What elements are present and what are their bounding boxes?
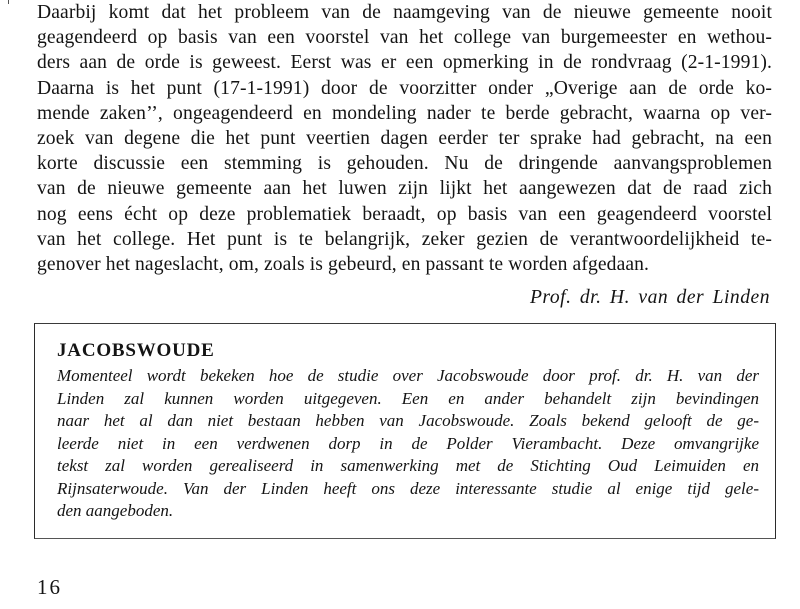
article-line: mende zaken’’, ongeagendeerd en mondeling nader te berde gebracht, waarna op ver-	[37, 102, 772, 124]
notice-line: leerde niet in een verdwenen dorp in de Polder Vierambacht. Deze omvangrijke	[57, 433, 759, 453]
article-line: Daarna is het punt (17-1-1991) door de voorzitter onder „Overige aan de orde ko-	[37, 77, 772, 99]
notice-line: Linden zal kunnen worden uitgegeven. Een en ander behandelt zijn bevindingen	[57, 388, 759, 408]
jacobswoude-notice-box	[34, 323, 776, 539]
page-number: 16	[37, 575, 62, 599]
article-signature: Prof. dr. H. van der Linden	[529, 287, 770, 308]
notice-title: JACOBSWOUDE	[57, 340, 215, 361]
notice-content	[57, 340, 759, 523]
notice-line: Momenteel wordt bekeken hoe de studie over Jacobswoude door prof. dr. H. van der	[57, 366, 759, 385]
article-body	[37, 0, 772, 277]
article-line: zoek van degene die het punt veertien dagen eerder ter sprake had gebracht, na een	[37, 127, 772, 149]
notice-line: den aangeboden.	[57, 501, 174, 520]
article-line: geagendeerd op basis van een voorstel van het college van burgemeester en wethou-	[37, 27, 772, 49]
article-line: van de nieuwe gemeente aan het luwen zijn lijkt het aangewezen dat de raad zich	[37, 178, 772, 200]
notice-line: tekst zal worden gerealiseerd in samenwerking met de Stichting Oud Leimuiden en	[57, 456, 759, 475]
article-line: korte discussie een stemming is gehouden. Nu de dringende aanvangsproblemen	[37, 153, 772, 175]
article-line: van het college. Het punt is te belangrijk, zeker gezien de verantwoordelijkheid te-	[37, 228, 772, 250]
article-line: nog eens écht op deze problematiek beraadt, op basis van een geagendeerd voorstel	[37, 203, 772, 225]
article-line: ders aan de orde is geweest. Eerst was er een opmerking in de rondvraag (2-1-1991).	[37, 52, 772, 74]
column-mark	[8, 0, 15, 4]
article-line: genover het nageslacht, om, zoals is gebeurd, en passant te worden afgedaan.	[37, 253, 650, 275]
notice-line: Rijnsaterwoude. Van der Linden heeft ons deze interessante studie al enige tijd gele-	[57, 478, 759, 498]
notice-line: naar het al dan niet bestaan hebben van Jacobswoude. Zoals bekend gelooft de ge-	[57, 411, 759, 430]
article-line: Daarbij komt dat het probleem van de naamgeving van de nieuwe gemeente nooit	[37, 2, 772, 23]
